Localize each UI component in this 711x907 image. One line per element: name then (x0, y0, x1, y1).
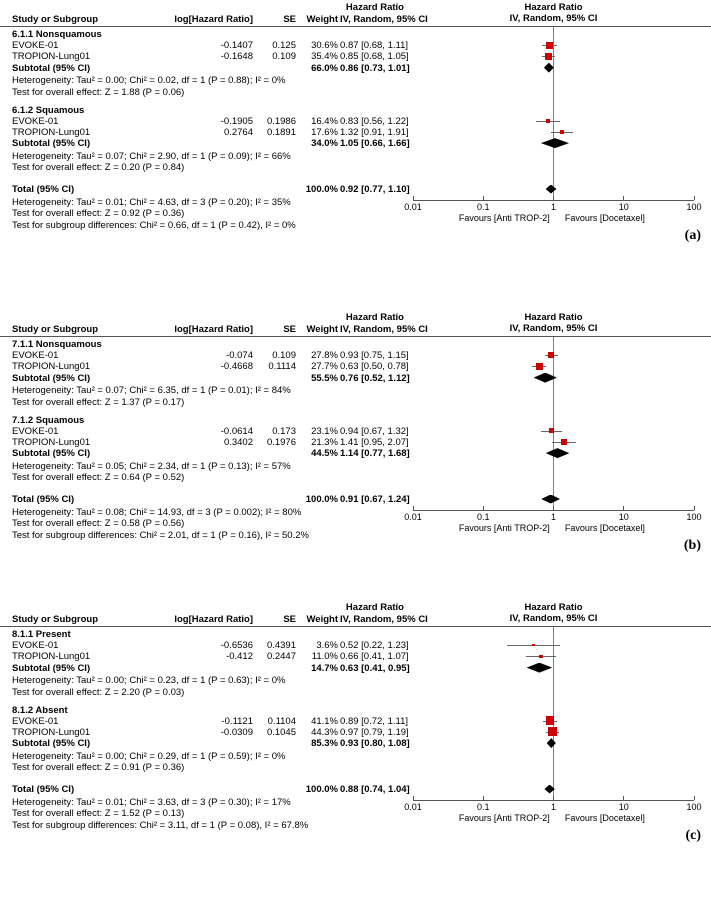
table-row (8, 426, 408, 437)
weight-value: 41.1% (311, 715, 338, 727)
total-weight: 100.0% (305, 784, 338, 795)
heterogeneity-note: Heterogeneity: Tau² = 0.00; Chi² = 0.29, df = 1 (P = 0.59); I² = 0% (12, 750, 286, 762)
total-heterogeneity-note: Heterogeneity: Tau² = 0.08; Chi² = 14.93, df = 3 (P = 0.002); I² = 80% (12, 506, 302, 518)
overall-effect-note: Test for overall effect: Z = 2.20 (P = 0.03) (12, 686, 185, 698)
study-name: TROPION-Lung01 (12, 51, 91, 63)
axis-tick (483, 506, 484, 510)
axis-tick-label: 1 (550, 202, 557, 212)
panel-label: (a) (684, 228, 701, 243)
overall-effect-note: Test for overall effect: Z = 0.91 (P = 0.36) (12, 762, 185, 774)
weight-value: 3.6% (316, 640, 338, 652)
study-column-header: Study or Subgroup (12, 324, 99, 335)
axis-tick-label: 10 (618, 802, 629, 812)
favours-left-label: Favours [Anti TROP-2] (458, 813, 550, 823)
subtotal-weight: 85.3% (311, 738, 338, 750)
weight-value: 16.4% (311, 115, 338, 127)
log-hr-column-header: log[Hazard Ratio] (174, 14, 253, 25)
log-hazard-ratio-value: 0.2764 (223, 126, 253, 138)
se-column-header: SE (283, 14, 296, 25)
forest-plot-panel-b (0, 310, 711, 605)
hazard-ratio-ci-value: 0.94 [0.67, 1.32] (340, 425, 409, 437)
hazard-ratio-ci-value: 0.89 [0.72, 1.11] (340, 715, 408, 727)
axis-tick (623, 506, 624, 510)
study-name: EVOKE-01 (12, 350, 59, 362)
log-hazard-ratio-value: -0.1407 (220, 40, 253, 52)
standard-error-value: 0.173 (272, 425, 296, 437)
subgroup-heading: 6.1.2 Squamous (12, 104, 85, 116)
total-label: Total (95% CI) (12, 184, 75, 195)
hazard-ratio-ci-value: 0.83 [0.56, 1.22] (340, 115, 409, 127)
table-row-total (8, 494, 408, 505)
study-effect-marker (561, 439, 566, 444)
table-row (8, 361, 408, 372)
axis-tick-label: 0.01 (404, 512, 422, 522)
study-name: TROPION-Lung01 (12, 126, 91, 138)
standard-error-value: 0.1104 (267, 715, 296, 727)
table-row-subtotal (8, 138, 408, 149)
study-effect-marker (539, 655, 542, 658)
study-column-header: Study or Subgroup (12, 614, 99, 625)
subtotal-weight: 44.5% (311, 448, 338, 460)
subtotal-label: Subtotal (95% CI) (12, 738, 91, 750)
subtotal-weight: 14.7% (311, 662, 338, 674)
hazard-ratio-ci-value: 0.85 [0.68, 1.05] (340, 51, 409, 63)
standard-error-value: 0.1986 (266, 115, 296, 127)
header-divider-rule (0, 626, 711, 627)
forest-plot-panel-c (0, 600, 711, 907)
total-ci: 0.88 [0.74, 1.04] (340, 784, 410, 795)
axis-tick (623, 796, 624, 800)
table-row (8, 727, 408, 738)
total-label: Total (95% CI) (12, 494, 75, 505)
study-effect-marker (549, 428, 555, 434)
standard-error-value: 0.2447 (266, 651, 296, 663)
table-row (8, 651, 408, 662)
axis-tick-label: 1 (550, 802, 557, 812)
study-effect-marker (546, 716, 555, 725)
axis-tick-label: 0.1 (476, 802, 490, 812)
log-hr-column-header: log[Hazard Ratio] (174, 324, 253, 335)
weight-value: 27.7% (311, 361, 338, 373)
weight-value: 35.4% (311, 51, 338, 63)
study-effect-marker (548, 727, 557, 736)
table-row-total (8, 784, 408, 795)
axis-tick (694, 796, 695, 800)
total-overall-effect-note: Test for overall effect: Z = 0.58 (P = 0.56) (12, 518, 185, 530)
axis-tick (553, 196, 554, 200)
ci-column-header: IV, Random, 95% CI (340, 324, 428, 335)
favours-left-label: Favours [Anti TROP-2] (458, 213, 550, 223)
table-row (8, 40, 408, 51)
favours-right-label: Favours [Docetaxel] (564, 213, 645, 223)
axis-tick (694, 506, 695, 510)
x-axis-line (413, 800, 694, 801)
forest-plot-area (404, 0, 705, 310)
favours-right-label: Favours [Docetaxel] (564, 523, 645, 533)
study-name: EVOKE-01 (12, 115, 59, 127)
table-row (8, 127, 408, 138)
subtotal-diamond-marker (527, 663, 553, 673)
subtotal-ci: 0.86 [0.73, 1.01] (340, 62, 410, 74)
study-name: EVOKE-01 (12, 425, 59, 437)
study-column-header: Study or Subgroup (12, 14, 99, 25)
table-row-subtotal (8, 663, 408, 674)
null-effect-reference-line (553, 627, 554, 800)
log-hazard-ratio-value: -0.4668 (220, 361, 253, 373)
header-divider-rule (0, 26, 711, 27)
log-hazard-ratio-value: -0.1121 (221, 715, 253, 727)
subtotal-label: Subtotal (95% CI) (12, 372, 91, 384)
log-hazard-ratio-value: -0.074 (226, 350, 253, 362)
subtotal-label: Subtotal (95% CI) (12, 662, 91, 674)
study-effect-marker (545, 53, 553, 61)
total-overall-effect-note: Test for overall effect: Z = 0.92 (P = 0.36) (12, 208, 185, 220)
subtotal-weight: 34.0% (311, 138, 338, 150)
table-row (8, 51, 408, 62)
study-effect-marker (560, 130, 565, 135)
hazard-ratio-ci-value: 0.97 [0.79, 1.19] (340, 726, 409, 738)
subtotal-diamond-marker (544, 63, 554, 73)
null-effect-reference-line (553, 27, 554, 200)
total-label: Total (95% CI) (12, 784, 75, 795)
axis-tick-label: 0.1 (476, 202, 490, 212)
subtotal-diamond-marker (547, 738, 556, 748)
standard-error-value: 0.109 (272, 51, 296, 63)
plot-ci-subtitle: IV, Random, 95% CI (509, 613, 598, 624)
subtotal-diamond-marker (546, 448, 570, 458)
subgroup-heading: 7.1.1 Nonsquamous (12, 339, 102, 350)
total-heterogeneity-note: Heterogeneity: Tau² = 0.01; Chi² = 3.63, df = 3 (P = 0.30); I² = 17% (12, 796, 291, 808)
subtotal-label: Subtotal (95% CI) (12, 448, 91, 460)
total-ci: 0.92 [0.77, 1.10] (340, 184, 410, 195)
weight-value: 23.1% (311, 425, 338, 437)
overall-effect-note: Test for overall effect: Z = 0.64 (P = 0.52) (12, 472, 185, 484)
hazard-ratio-column-header: Hazard Ratio (345, 602, 404, 613)
table-row (8, 437, 408, 448)
null-effect-reference-line (553, 337, 554, 510)
study-effect-marker (536, 363, 542, 369)
total-weight: 100.0% (305, 494, 338, 505)
panel-label: (c) (685, 828, 701, 843)
subtotal-weight: 66.0% (311, 62, 338, 74)
heterogeneity-note: Heterogeneity: Tau² = 0.07; Chi² = 6.35, df = 1 (P = 0.01); I² = 84% (12, 385, 291, 397)
total-diamond-marker (546, 185, 557, 194)
study-name: EVOKE-01 (12, 40, 59, 52)
study-name: TROPION-Lung01 (12, 726, 91, 738)
weight-value: 27.8% (311, 350, 338, 362)
hazard-ratio-column-header: Hazard Ratio (345, 2, 404, 13)
standard-error-value: 0.1976 (266, 436, 296, 448)
ci-column-header: IV, Random, 95% CI (340, 614, 428, 625)
total-overall-effect-note: Test for overall effect: Z = 1.52 (P = 0.13) (12, 808, 185, 820)
subtotal-ci: 1.14 [0.77, 1.68] (340, 448, 410, 460)
forest-plot-area (404, 310, 705, 605)
axis-tick-label: 10 (618, 202, 629, 212)
study-name: TROPION-Lung01 (12, 436, 91, 448)
axis-tick-label: 1 (550, 512, 557, 522)
subgroup-differences-note: Test for subgroup differences: Chi² = 3.11, df = 1 (P = 0.08), I² = 67.8% (12, 819, 309, 831)
standard-error-value: 0.109 (272, 350, 296, 362)
study-effect-marker (546, 119, 550, 123)
log-hazard-ratio-value: -0.6536 (220, 640, 253, 652)
study-name: TROPION-Lung01 (12, 361, 91, 373)
plot-ci-subtitle: IV, Random, 95% CI (509, 13, 598, 24)
subtotal-label: Subtotal (95% CI) (12, 138, 91, 150)
overall-effect-note: Test for overall effect: Z = 1.88 (P = 0.06) (12, 86, 185, 98)
axis-tick-label: 10 (618, 512, 629, 522)
total-weight: 100.0% (305, 184, 338, 195)
axis-tick-label: 0.01 (404, 202, 422, 212)
axis-tick (553, 506, 554, 510)
weight-value: 11.0% (311, 651, 338, 663)
hazard-ratio-ci-value: 0.63 [0.50, 0.78] (340, 361, 409, 373)
hazard-ratio-ci-value: 1.32 [0.91, 1.91] (340, 126, 409, 138)
subtotal-label: Subtotal (95% CI) (12, 62, 91, 74)
ci-column-header: IV, Random, 95% CI (340, 14, 428, 25)
axis-tick (553, 796, 554, 800)
total-diamond-marker (544, 785, 554, 794)
subgroup-differences-note: Test for subgroup differences: Chi² = 0.66, df = 1 (P = 0.42), I² = 0% (12, 219, 296, 231)
subgroup-heading: 8.1.2 Absent (12, 704, 68, 716)
heterogeneity-note: Heterogeneity: Tau² = 0.00; Chi² = 0.23, df = 1 (P = 0.63); I² = 0% (12, 675, 286, 687)
heterogeneity-note: Heterogeneity: Tau² = 0.07; Chi² = 2.90, df = 1 (P = 0.09); I² = 66% (12, 150, 291, 162)
se-column-header: SE (283, 324, 296, 335)
axis-tick-label: 0.1 (476, 512, 490, 522)
axis-tick (694, 196, 695, 200)
panel-label: (b) (683, 538, 701, 553)
axis-tick (413, 196, 414, 200)
plot-hazard-ratio-title: Hazard Ratio (524, 602, 583, 613)
weight-value: 30.6% (311, 40, 338, 52)
table-row-total (8, 184, 408, 195)
favours-right-label: Favours [Docetaxel] (564, 813, 645, 823)
hazard-ratio-ci-value: 1.41 [0.95, 2.07] (340, 436, 409, 448)
log-hazard-ratio-value: -0.0614 (220, 425, 253, 437)
hazard-ratio-column-header: Hazard Ratio (345, 312, 404, 323)
subgroup-heading: 6.1.1 Nonsquamous (12, 29, 102, 40)
hazard-ratio-ci-value: 0.52 [0.22, 1.23] (340, 640, 409, 652)
x-axis-line (413, 200, 694, 201)
hazard-ratio-ci-value: 0.93 [0.75, 1.15] (340, 350, 409, 362)
x-axis-line (413, 510, 694, 511)
log-hazard-ratio-value: -0.412 (226, 651, 253, 663)
axis-tick-label: 100 (686, 802, 702, 812)
standard-error-value: 0.1114 (268, 361, 296, 373)
table-row-subtotal (8, 738, 408, 749)
weight-value: 17.6% (311, 126, 338, 138)
weight-value: 21.3% (311, 436, 338, 448)
standard-error-value: 0.1891 (266, 126, 296, 138)
plot-hazard-ratio-title: Hazard Ratio (524, 312, 583, 323)
forest-plot-panel-a (0, 0, 711, 310)
axis-tick-label: 0.01 (404, 802, 422, 812)
axis-tick (623, 196, 624, 200)
hazard-ratio-ci-value: 0.66 [0.41, 1.07] (340, 651, 409, 663)
table-row (8, 716, 408, 727)
log-hazard-ratio-value: -0.1905 (220, 115, 253, 127)
subgroup-heading: 8.1.1 Present (12, 629, 71, 640)
subtotal-weight: 55.5% (311, 372, 338, 384)
standard-error-value: 0.4391 (266, 640, 296, 652)
study-name: EVOKE-01 (12, 715, 59, 727)
forest-plot-area (404, 600, 705, 907)
se-column-header: SE (283, 614, 296, 625)
overall-effect-note: Test for overall effect: Z = 0.20 (P = 0.84) (12, 162, 185, 174)
heterogeneity-note: Heterogeneity: Tau² = 0.00; Chi² = 0.02, df = 1 (P = 0.88); I² = 0% (12, 75, 286, 87)
log-hazard-ratio-value: -0.1648 (220, 51, 253, 63)
plot-ci-subtitle: IV, Random, 95% CI (509, 323, 598, 334)
weight-column-header: Weight (306, 324, 338, 335)
subtotal-ci: 1.05 [0.66, 1.66] (340, 138, 410, 150)
subtotal-ci: 0.63 [0.41, 0.95] (340, 662, 410, 674)
table-row (8, 640, 408, 651)
hazard-ratio-ci-value: 0.87 [0.68, 1.11] (340, 40, 408, 52)
weight-column-header: Weight (306, 14, 338, 25)
subtotal-diamond-marker (541, 138, 569, 148)
weight-value: 44.3% (311, 726, 338, 738)
subtotal-diamond-marker (534, 373, 557, 383)
table-row-subtotal (8, 373, 408, 384)
axis-tick-label: 100 (686, 512, 702, 522)
log-hazard-ratio-value: -0.0309 (220, 726, 253, 738)
study-name: EVOKE-01 (12, 640, 59, 652)
axis-tick-label: 100 (686, 202, 702, 212)
heterogeneity-note: Heterogeneity: Tau² = 0.05; Chi² = 2.34, df = 1 (P = 0.13); I² = 57% (12, 460, 291, 472)
table-row-subtotal (8, 448, 408, 459)
total-ci: 0.91 [0.67, 1.24] (340, 494, 410, 505)
study-effect-marker (546, 42, 553, 49)
study-effect-marker (532, 644, 534, 646)
standard-error-value: 0.1045 (266, 726, 296, 738)
log-hr-column-header: log[Hazard Ratio] (174, 614, 253, 625)
weight-column-header: Weight (306, 614, 338, 625)
table-row (8, 116, 408, 127)
subgroup-differences-note: Test for subgroup differences: Chi² = 2.01, df = 1 (P = 0.16), I² = 50.2% (12, 529, 309, 541)
standard-error-value: 0.125 (272, 40, 296, 52)
axis-tick (413, 796, 414, 800)
table-row (8, 350, 408, 361)
study-name: TROPION-Lung01 (12, 651, 91, 663)
axis-tick (483, 196, 484, 200)
study-effect-marker (548, 352, 554, 358)
axis-tick (483, 796, 484, 800)
subtotal-ci: 0.76 [0.52, 1.12] (340, 372, 410, 384)
subtotal-ci: 0.93 [0.80, 1.08] (340, 738, 410, 750)
table-row-subtotal (8, 63, 408, 74)
plot-hazard-ratio-title: Hazard Ratio (524, 2, 583, 13)
header-divider-rule (0, 336, 711, 337)
total-heterogeneity-note: Heterogeneity: Tau² = 0.01; Chi² = 4.63, df = 3 (P = 0.20); I² = 35% (12, 196, 291, 208)
log-hazard-ratio-value: 0.3402 (223, 436, 253, 448)
overall-effect-note: Test for overall effect: Z = 1.37 (P = 0.17) (12, 396, 185, 408)
favours-left-label: Favours [Anti TROP-2] (458, 523, 550, 533)
subgroup-heading: 7.1.2 Squamous (12, 414, 85, 426)
axis-tick (413, 506, 414, 510)
total-diamond-marker (541, 495, 560, 504)
